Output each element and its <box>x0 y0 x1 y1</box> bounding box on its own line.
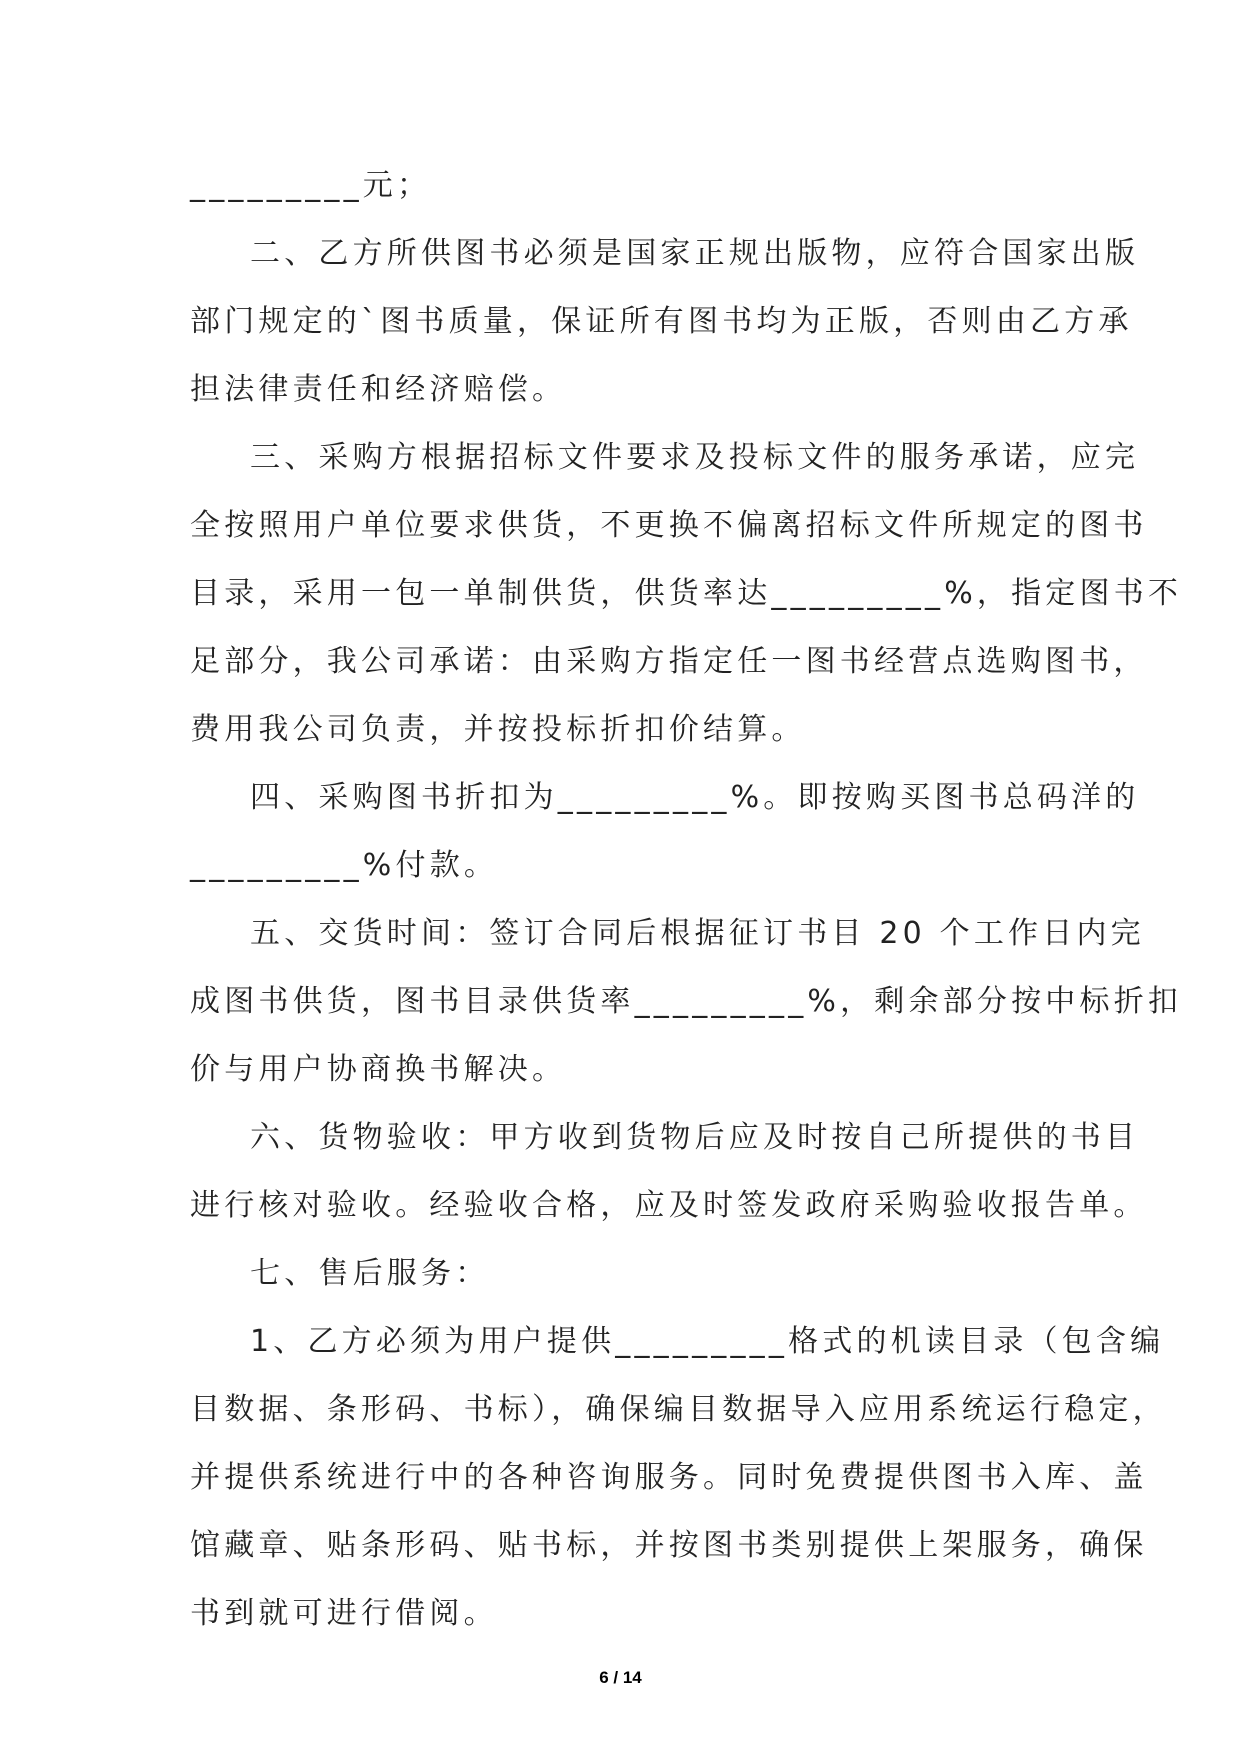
text-line: 四、采购图书折扣为_________%。即按购买图书总码洋的 <box>250 780 1140 815</box>
text-line: 并提供系统进行中的各种咨询服务。同时免费提供图书入库、盖 <box>190 1460 1148 1495</box>
text-line: 足部分，我公司承诺：由采购方指定任一图书经营点选购图书， <box>190 644 1148 679</box>
text-line: _________%付款。 <box>190 848 499 883</box>
text-line: 担法律责任和经济赔偿。 <box>190 372 567 407</box>
text-line: 七、售后服务： <box>250 1256 490 1291</box>
text-line: 六、货物验收：甲方收到货物后应及时按自己所提供的书目 <box>250 1120 1140 1155</box>
text-line: _________元； <box>190 168 432 203</box>
text-line: 费用我公司负责，并按投标折扣价结算。 <box>190 712 806 747</box>
text-line: 1、乙方必须为用户提供_________格式的机读目录（包含编 <box>250 1324 1165 1359</box>
page-number: 6 / 14 <box>599 1668 642 1687</box>
text-line: 书到就可进行借阅。 <box>190 1596 498 1631</box>
text-line: 目数据、条形码、书标），确保编目数据导入应用系统运行稳定， <box>190 1392 1167 1427</box>
text-line: 价与用户协商换书解决。 <box>190 1052 567 1087</box>
text-line: 目录，采用一包一单制供货，供货率达_________%，指定图书不 <box>190 576 1183 611</box>
text-line: 三、采购方根据招标文件要求及投标文件的服务承诺，应完 <box>250 440 1140 475</box>
text-line: 成图书供货，图书目录供货率_________%，剩余部分按中标折扣 <box>190 984 1183 1019</box>
text-line: 进行核对验收。经验收合格，应及时签发政府采购验收报告单。 <box>190 1188 1148 1223</box>
text-line: 全按照用户单位要求供货，不更换不偏离招标文件所规定的图书 <box>190 508 1148 543</box>
text-line: 二、乙方所供图书必须是国家正规出版物，应符合国家出版 <box>250 236 1140 271</box>
text-line: 馆藏章、贴条形码、贴书标，并按图书类别提供上架服务，确保 <box>190 1528 1148 1563</box>
text-line: 五、交货时间：签订合同后根据征订书目 20 个工作日内完 <box>250 916 1145 951</box>
text-line: 部门规定的`图书质量，保证所有图书均为正版，否则由乙方承 <box>190 304 1133 339</box>
